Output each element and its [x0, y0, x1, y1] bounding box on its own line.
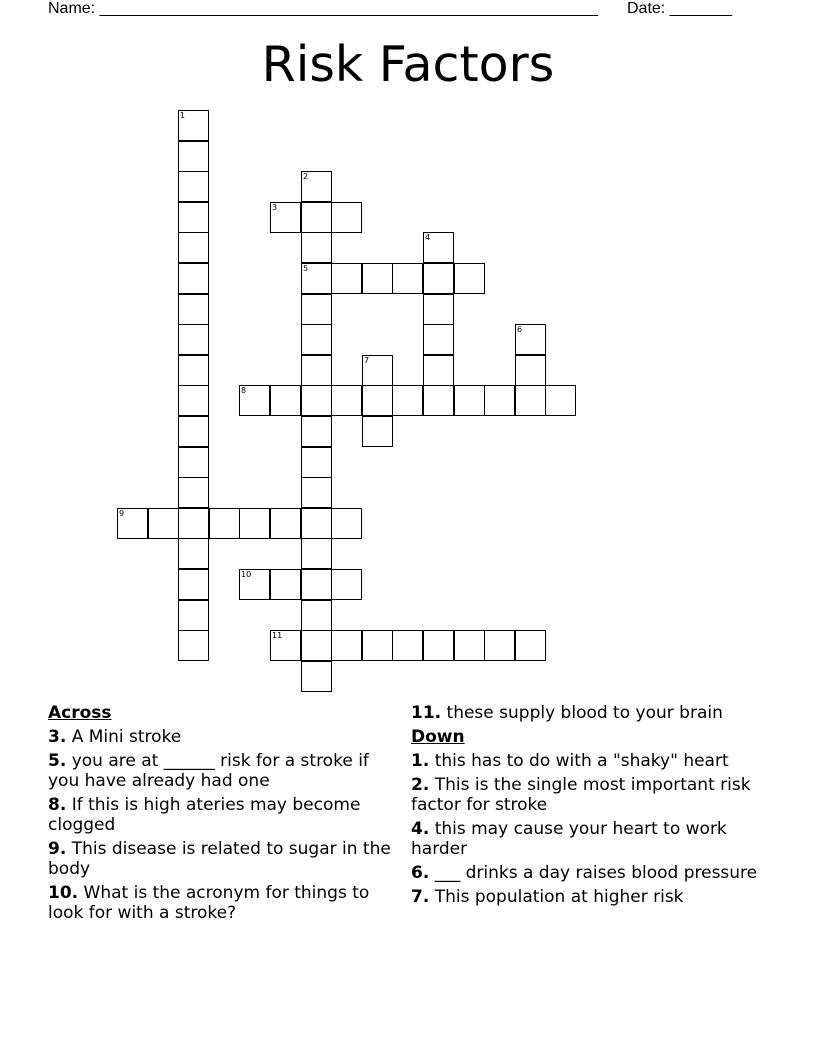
crossword-cell[interactable] [301, 202, 332, 233]
crossword-cell[interactable] [331, 508, 362, 539]
crossword-cell[interactable] [178, 385, 209, 416]
crossword-cell[interactable] [392, 630, 423, 661]
crossword-cell[interactable] [331, 569, 362, 600]
clue-number: 2. [411, 775, 430, 795]
down-heading: Down [411, 727, 465, 747]
across-clue [48, 751, 393, 791]
crossword-cell[interactable] [301, 508, 332, 539]
crossword-cell[interactable] [301, 538, 332, 569]
crossword-cell[interactable] [178, 141, 209, 172]
crossword-cell[interactable] [178, 355, 209, 386]
clue-text: If this is high ateries may become clogged [48, 795, 361, 835]
crossword-cell[interactable] [545, 385, 576, 416]
date-field[interactable]: Date: _______ [627, 0, 732, 17]
clues-column-right [411, 703, 761, 911]
crossword-cell[interactable] [301, 569, 332, 600]
crossword-cell[interactable] [178, 202, 209, 233]
page-title: Risk Factors [261, 36, 555, 93]
crossword-cell[interactable] [178, 538, 209, 569]
clue-text: these supply blood to your brain [446, 703, 723, 723]
crossword-cell[interactable] [301, 385, 332, 416]
crossword-cell[interactable] [301, 630, 332, 661]
crossword-cell[interactable] [239, 385, 270, 416]
across-clue [48, 795, 393, 835]
crossword-cell[interactable] [178, 110, 209, 141]
clues-column-left [48, 703, 393, 927]
crossword-cell[interactable] [331, 385, 362, 416]
crossword-cell[interactable] [178, 171, 209, 202]
crossword-cell[interactable] [392, 263, 423, 294]
clue-text: What is the acronym for things to look for with a stroke? [48, 883, 370, 923]
crossword-cell[interactable] [239, 508, 270, 539]
cell-number: 3 [272, 203, 278, 212]
down-clue [411, 751, 761, 771]
clue-text: this may cause your heart to work harder [411, 819, 727, 859]
crossword-cell[interactable] [178, 508, 209, 539]
crossword-cell[interactable] [270, 385, 301, 416]
cell-number: 7 [364, 356, 370, 365]
crossword-cell[interactable] [331, 263, 362, 294]
name-field[interactable]: Name: ________________________________________________________ [48, 0, 598, 17]
crossword-cell[interactable] [423, 324, 454, 355]
clue-number: 7. [411, 887, 430, 907]
cell-number: 11 [272, 631, 283, 640]
clue-number: 6. [411, 863, 430, 883]
crossword-cell[interactable] [392, 385, 423, 416]
cell-number: 9 [119, 509, 125, 518]
crossword-cell[interactable] [301, 661, 332, 692]
crossword-cell[interactable] [270, 508, 301, 539]
clue-text: A Mini stroke [71, 727, 182, 747]
crossword-cell[interactable] [362, 630, 393, 661]
crossword-cell[interactable] [239, 569, 270, 600]
crossword-cell[interactable] [484, 630, 515, 661]
clue-text: you are at ______ risk for a stroke if you have already had one [48, 751, 369, 791]
crossword-cell[interactable] [178, 569, 209, 600]
across-clue [48, 727, 393, 747]
crossword-cell[interactable] [301, 355, 332, 386]
crossword-cell[interactable] [423, 355, 454, 386]
down-clue [411, 887, 761, 907]
cell-number: 1 [180, 111, 186, 120]
crossword-cell[interactable] [178, 477, 209, 508]
clue-number: 4. [411, 819, 430, 839]
down-clue [411, 863, 761, 883]
crossword-cell[interactable] [301, 232, 332, 263]
across-clue [411, 703, 761, 723]
crossword-cell[interactable] [178, 324, 209, 355]
crossword-cell[interactable] [178, 416, 209, 447]
down-clue [411, 775, 761, 815]
cell-number: 10 [241, 570, 252, 579]
crossword-cell[interactable] [301, 324, 332, 355]
crossword-cell[interactable] [178, 447, 209, 478]
cell-number: 4 [425, 233, 431, 242]
clue-number: 9. [48, 839, 67, 859]
crossword-cell[interactable] [148, 508, 179, 539]
crossword-cell[interactable] [178, 600, 209, 631]
crossword-cell[interactable] [362, 355, 393, 386]
crossword-cell[interactable] [178, 263, 209, 294]
clue-number: 1. [411, 751, 430, 771]
crossword-cell[interactable] [301, 477, 332, 508]
clue-number: 11. [411, 703, 442, 723]
crossword-cell[interactable] [515, 385, 546, 416]
crossword-cell[interactable] [178, 630, 209, 661]
clue-text: this has to do with a "shaky" heart [434, 751, 729, 771]
crossword-cell[interactable] [454, 630, 485, 661]
crossword-cell[interactable] [270, 630, 301, 661]
across-clue [48, 839, 393, 879]
crossword-cell[interactable] [301, 600, 332, 631]
crossword-cell[interactable] [301, 263, 332, 294]
clue-number: 10. [48, 883, 79, 903]
crossword-cell[interactable] [178, 232, 209, 263]
clue-text: This is the single most important risk factor for stroke [411, 775, 751, 815]
crossword-cell[interactable] [484, 385, 515, 416]
crossword-cell[interactable] [301, 416, 332, 447]
crossword-cell[interactable] [270, 202, 301, 233]
crossword-cell[interactable] [423, 630, 454, 661]
clue-number: 8. [48, 795, 67, 815]
crossword-cell[interactable] [270, 569, 301, 600]
crossword-cell[interactable] [423, 294, 454, 325]
crossword-cell[interactable] [454, 385, 485, 416]
crossword-cell[interactable] [331, 630, 362, 661]
clue-text: This population at higher risk [434, 887, 684, 907]
crossword-cell[interactable] [423, 263, 454, 294]
clue-number: 3. [48, 727, 67, 747]
crossword-cell[interactable] [515, 355, 546, 386]
crossword-cell[interactable] [423, 385, 454, 416]
crossword-cell[interactable] [515, 630, 546, 661]
crossword-cell[interactable] [362, 416, 393, 447]
across-heading: Across [48, 703, 112, 723]
crossword-cell[interactable] [454, 263, 485, 294]
cell-number: 5 [303, 264, 309, 273]
crossword-cell[interactable] [301, 294, 332, 325]
clue-text: This disease is related to sugar in the body [48, 839, 391, 879]
clue-text: ___ drinks a day raises blood pressure [434, 863, 758, 883]
cell-number: 2 [303, 172, 309, 181]
crossword-cell[interactable] [362, 263, 393, 294]
crossword-cell[interactable] [362, 385, 393, 416]
crossword-cell[interactable] [301, 447, 332, 478]
crossword-cell[interactable] [423, 232, 454, 263]
crossword-cell[interactable] [301, 171, 332, 202]
crossword-cell[interactable] [178, 294, 209, 325]
down-clue [411, 819, 761, 859]
crossword-cell[interactable] [209, 508, 240, 539]
cell-number: 8 [241, 386, 247, 395]
crossword-cell[interactable] [117, 508, 148, 539]
clue-number: 5. [48, 751, 67, 771]
crossword-cell[interactable] [331, 202, 362, 233]
crossword-cell[interactable] [515, 324, 546, 355]
across-clue [48, 883, 393, 923]
cell-number: 6 [517, 325, 523, 334]
